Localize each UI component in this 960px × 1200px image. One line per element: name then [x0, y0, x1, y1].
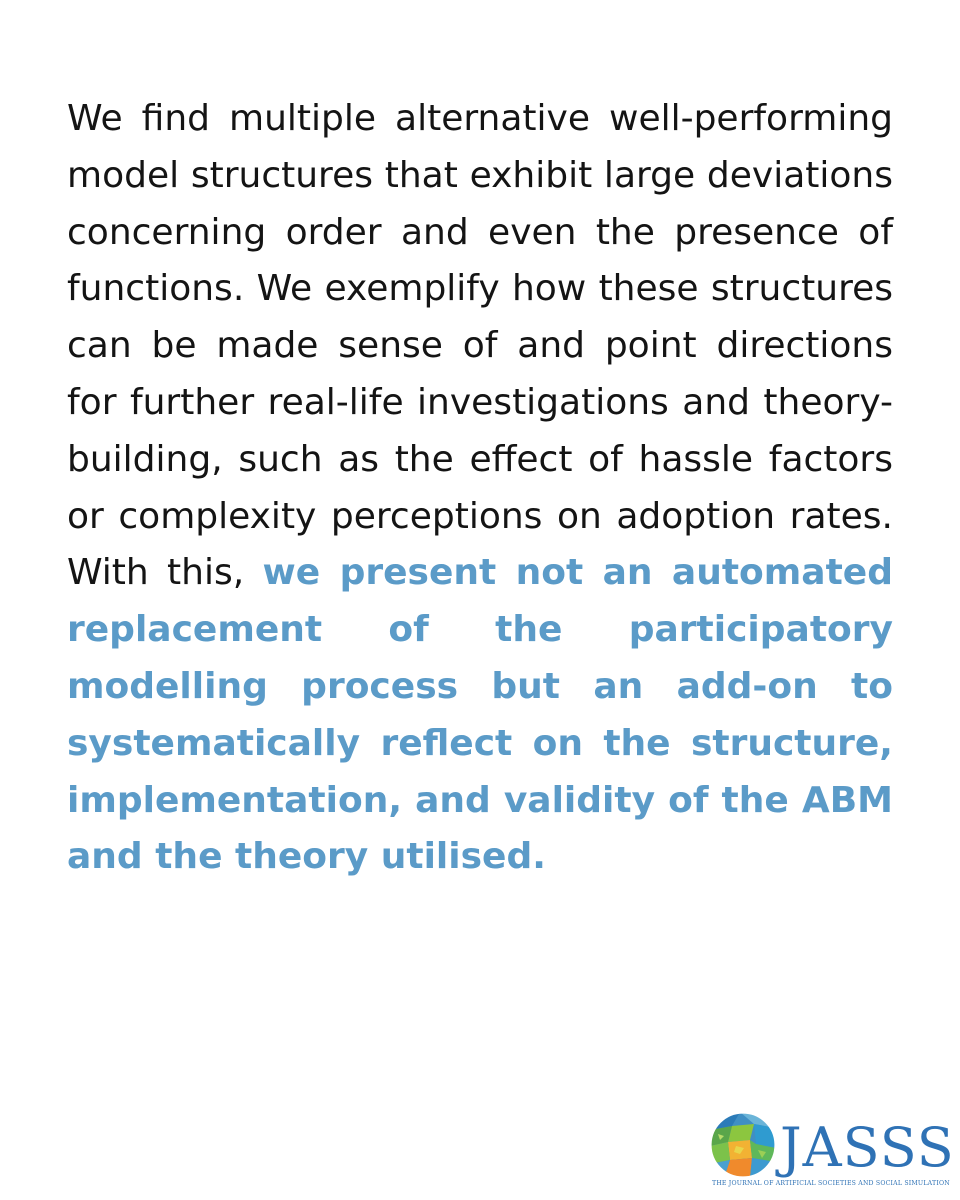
jasss-logo: [710, 1112, 955, 1192]
logo-wordmark: JASSS: [780, 1116, 955, 1179]
logo-subtitle: THE JOURNAL OF ARTIFICIAL SOCIETIES AND SOCIAL SIMULATION: [712, 1180, 950, 1187]
highlighted-conclusion: we present not an automated replacement of the participatory modelling process but an add-on to systematically reflect on the structure, implementation, and validity of the ABM and the theory utilised.: [67, 552, 893, 878]
mosaic-globe-icon: [710, 1112, 776, 1178]
abstract-paragraph: [67, 91, 893, 886]
paragraph-text: We find multiple alternative well-performing model structures that exhibit large deviations concerning order and even the presence of functions. We exemplify how these structures can be made sense of and point directions for further real-life investigations and theory-building, such as the effect of hassle factors or complexity perceptions on adoption rates. With this,: [67, 98, 893, 594]
paragraph-space: [244, 552, 262, 593]
